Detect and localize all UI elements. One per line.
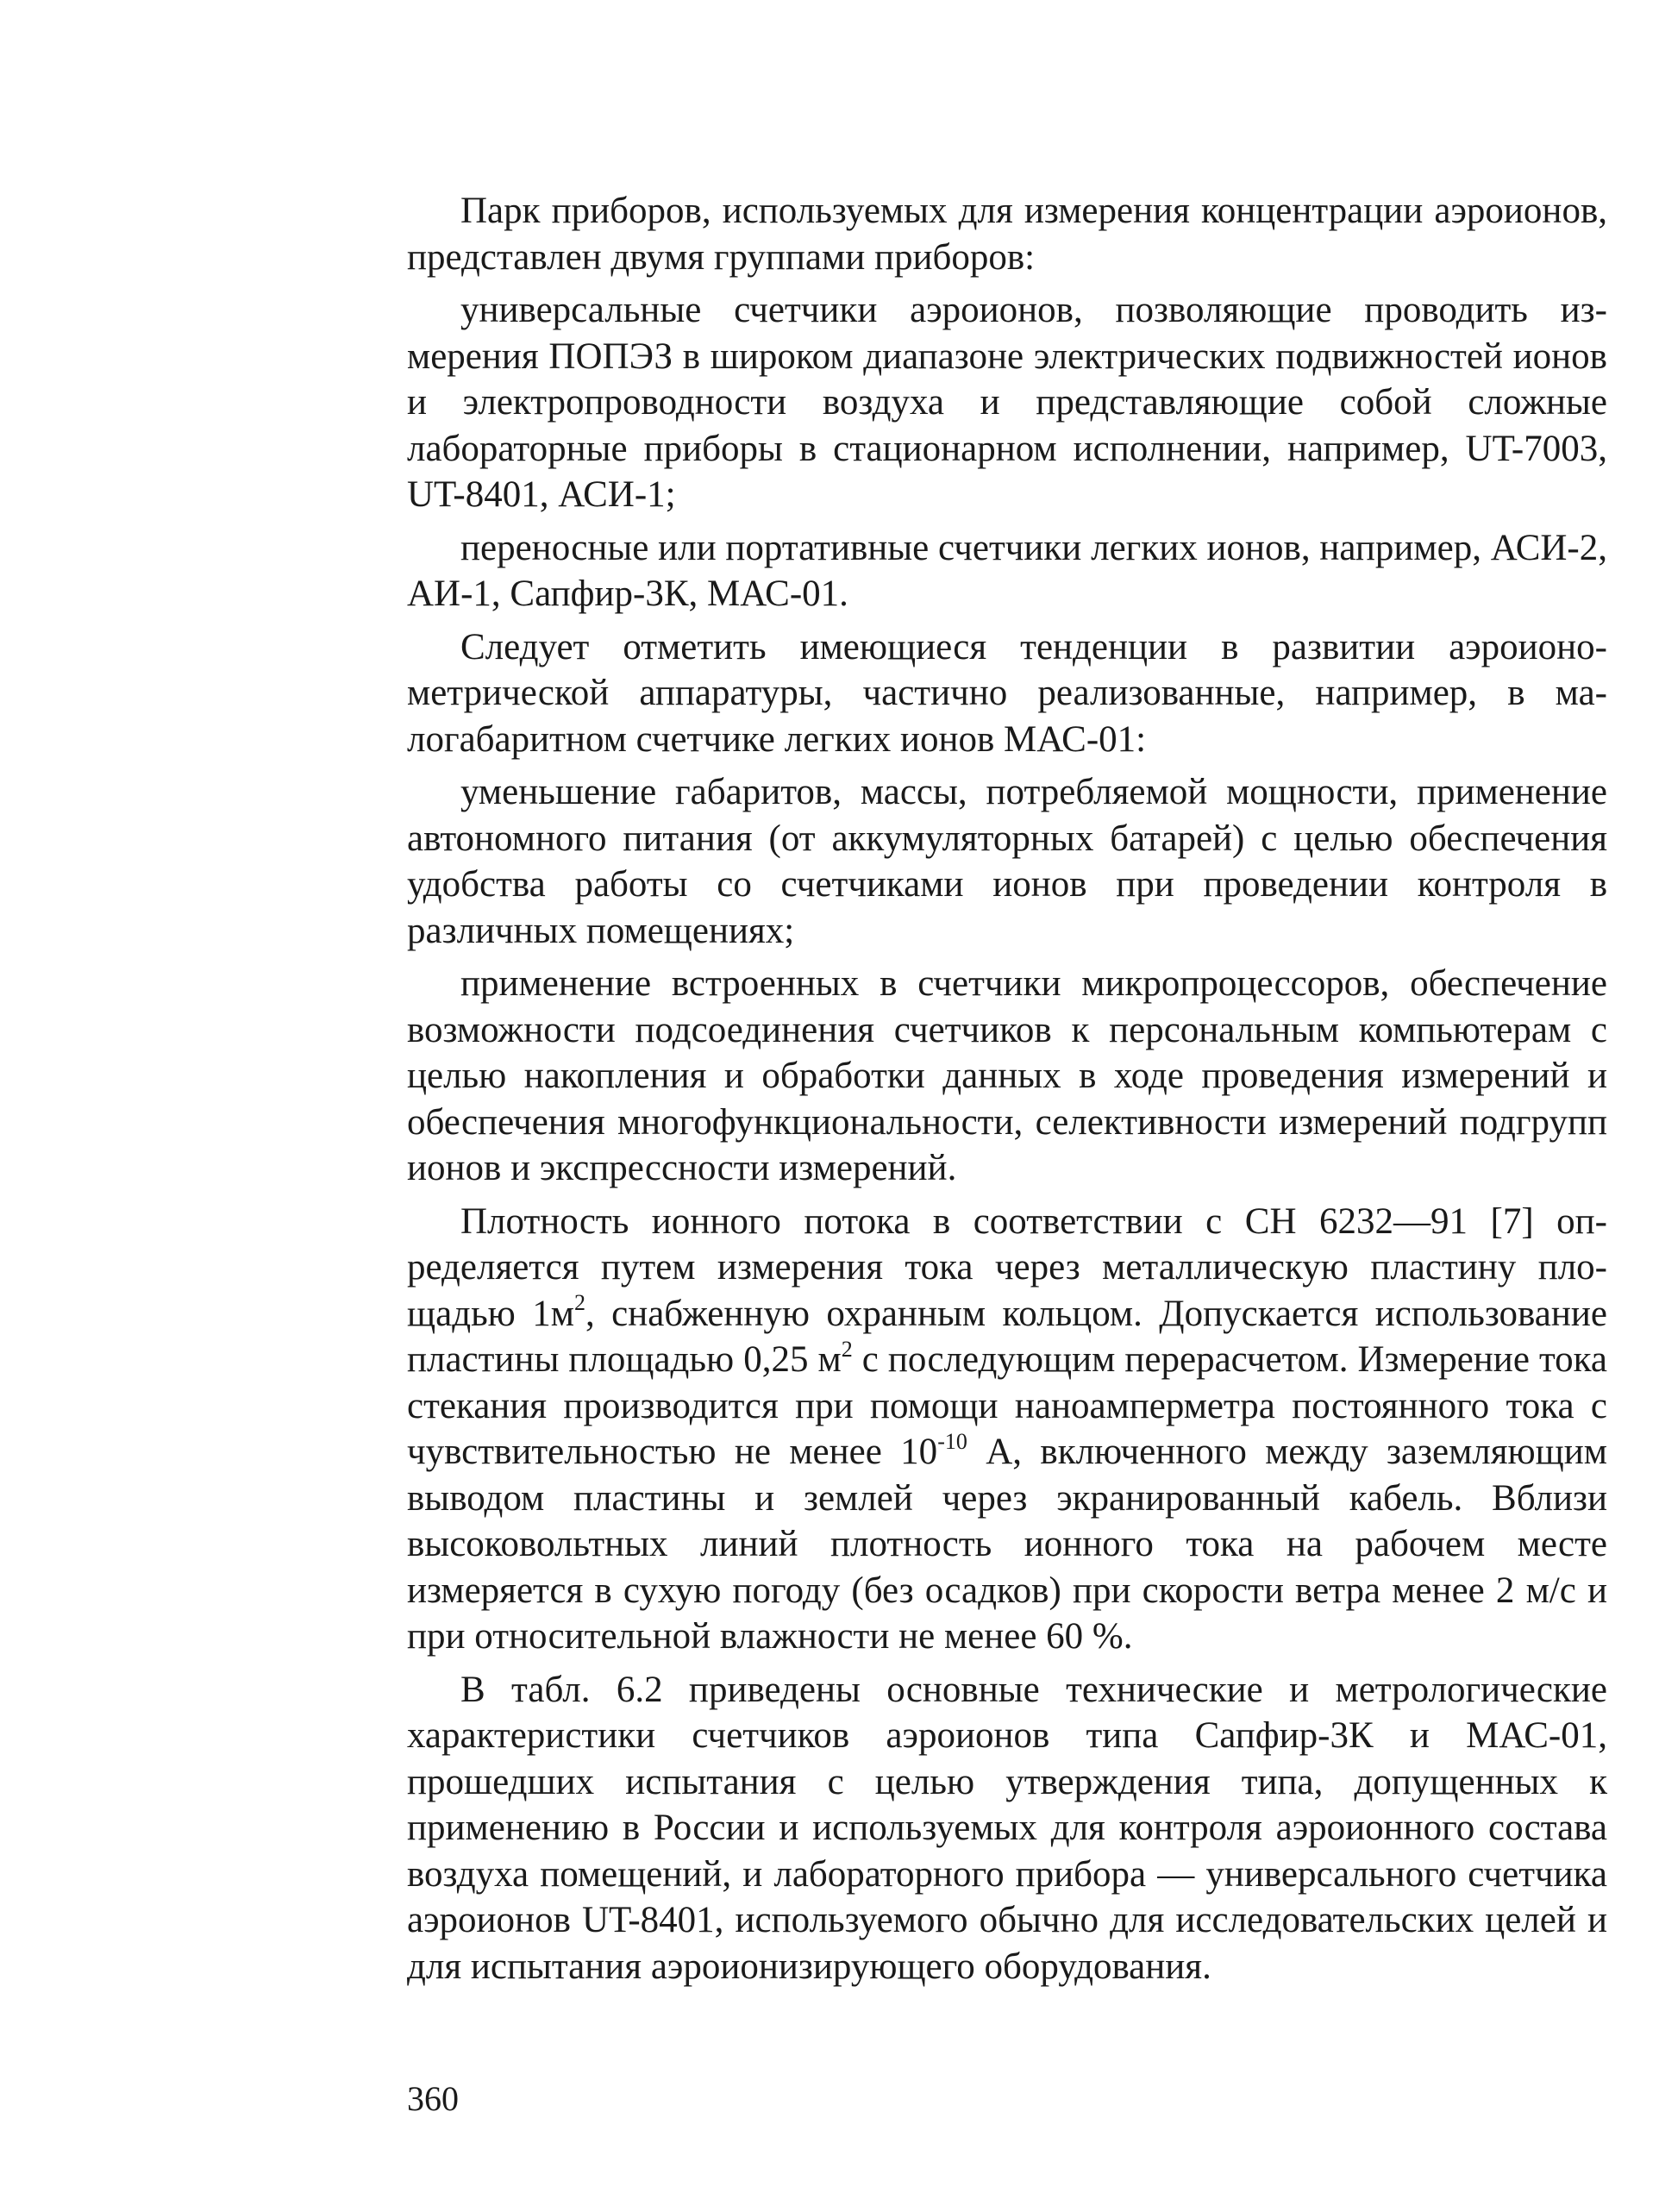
paragraph-instruments-intro: Парк приборов, используемых для измерения концентрации аэроионов, представлен двумя группами приборов: bbox=[407, 191, 1607, 278]
text-run: Плотность ионного потока в соответствии с СН 6232—91 [7] определяется путем измерения тока через металлическую пластину площадью 1м bbox=[407, 1200, 1607, 1334]
text-run: , снабженную охранным кольцом. Допускается использование пластины площадью 0,25 м bbox=[407, 1293, 1607, 1380]
paragraph-microprocessors: применение встроенных в счетчики микропроцессоров, обеспечение возможности подсоединения счетчиков к персональным компьютерам с целью накопления и обработки данных в ходе проведения измерений и обеспечения многофункциональности, селективности измерений подгрупп ионов и экспрессности измерений. bbox=[407, 963, 1607, 1188]
paragraph-ion-flux-density bbox=[407, 1199, 1607, 1660]
paragraph-trends: Следует отметить имеющиеся тенденции в развитии аэроионометрической аппаратуры, частично реализованные, например, в малогабаритном счетчике легких ионов МАС-01: bbox=[407, 626, 1607, 760]
paragraph-table-reference: В табл. 6.2 приведены основные технические и метрологические характеристики счетчиков аэроионов типа Сапфир-3К и МАС-01, прошедших испытания с целью утверждения типа, допущенных к применению в России и используемых для контроля аэроионного состава воздуха помещений, и лабораторного прибора — универсального счетчика аэроионов UT-8401, используемого обычно для исследовательских целей и для испытания аэроионизирующего оборудования. bbox=[407, 1669, 1607, 1987]
superscript: -10 bbox=[937, 1428, 967, 1454]
superscript: 2 bbox=[573, 1290, 585, 1316]
text-run: А, включенного между заземляющим выводом пластины и землей через экранированный кабель. Вблизи высоковольтных линий плотность ионного тока на рабочем месте измеряется в сухую погоду (без осадков) при скорости ветра менее 2 м/с и при относительной влажности не менее 60 %. bbox=[407, 1432, 1607, 1657]
page-number: 360 bbox=[407, 2079, 459, 2118]
superscript: 2 bbox=[841, 1336, 853, 1362]
paragraph-portable-counters: переносные или портативные счетчики легких ионов, например, АСИ-2, АИ-1, Сапфир-3К, МАС-01. bbox=[407, 527, 1607, 614]
page-body bbox=[407, 188, 1607, 1996]
paragraph-universal-counters: универсальные счетчики аэроионов, позволяющие проводить измерения ПОПЭЗ в широком диапазоне электрических подвижностей ионов и электропроводности воздуха и представляющие собой сложные лабораторные приборы в стационарном исполнении, например, UT-7003, UT-8401, АСИ-1; bbox=[407, 290, 1607, 515]
text-run: с последующим перерасчетом. Измерение тока стекания производится при помощи наноамперметра постоянного тока с чувствительностью не менее 10 bbox=[407, 1339, 1607, 1472]
paragraph-size-reduction: уменьшение габаритов, массы, потребляемой мощности, применение автономного питания (от аккумуляторных батарей) с целью обеспечения удобства работы со счетчиками ионов при проведении контроля в различных помещениях; bbox=[407, 772, 1607, 951]
